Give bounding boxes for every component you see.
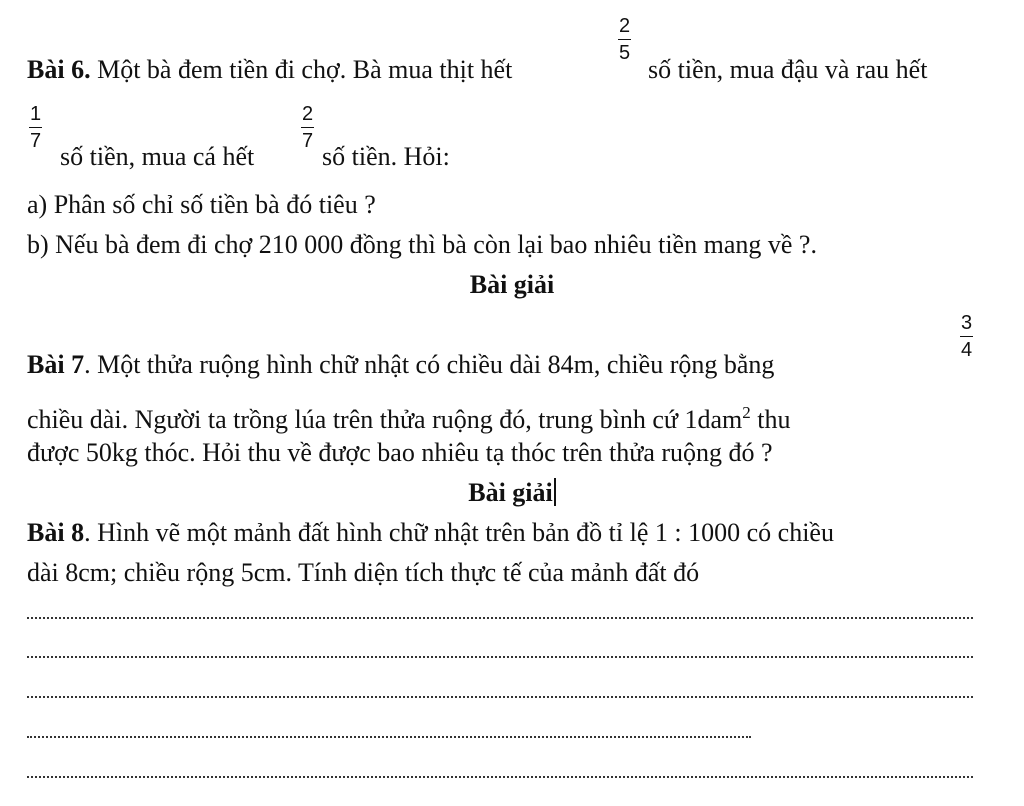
bai6-solution-heading xyxy=(0,270,1024,300)
solution-heading-text: Bài giải xyxy=(469,270,555,299)
bai6-line-1-text: Một bà đem tiền đi chợ. Bà mua thịt hết xyxy=(97,55,513,84)
bai7-line-2 xyxy=(27,398,791,435)
fraction-numerator: 2 xyxy=(618,15,631,37)
bai6-fraction-fish xyxy=(301,103,314,152)
fraction-bar xyxy=(960,336,973,337)
superscript-2: 2 xyxy=(742,403,751,422)
fraction-numerator: 2 xyxy=(301,103,314,125)
bai7-line-1-text: . Một thửa ruộng hình chữ nhật có chiều dài 84m, chiều rộng bằng xyxy=(84,350,775,379)
bai6-fraction-veg xyxy=(29,103,42,152)
bai7-solution-heading xyxy=(0,478,1024,508)
bai6-line-2a xyxy=(60,142,254,172)
bai7-line-2-text: chiều dài. Người ta trồng lúa trên thửa ruộng đó, trung bình cứ 1dam xyxy=(27,405,743,434)
bai6-label: Bài 6. xyxy=(27,55,91,84)
bai7-line-2-end: thu xyxy=(750,405,791,434)
answer-dotted-line xyxy=(27,656,973,658)
bai6-fraction-meat xyxy=(618,15,631,64)
bai6-line-2a-text: số tiền, mua cá hết xyxy=(60,142,255,171)
fraction-denominator: 7 xyxy=(301,130,314,152)
bai6-question-a: a) Phân số chỉ số tiền bà đó tiêu ? xyxy=(27,190,376,219)
solution-heading-text: Bài giải xyxy=(468,478,553,507)
bai7-fraction-width xyxy=(960,312,973,361)
fraction-bar xyxy=(29,127,42,128)
answer-dotted-line xyxy=(27,736,751,738)
text-cursor xyxy=(554,478,556,506)
bai8-label: Bài 8 xyxy=(27,518,85,547)
answer-dotted-line xyxy=(27,776,973,778)
answer-dotted-line xyxy=(27,617,973,619)
fraction-bar xyxy=(618,39,631,40)
bai6-line-2b xyxy=(322,142,450,172)
bai6-question-b: b) Nếu bà đem đi chợ 210 000 đồng thì bà còn lại bao nhiêu tiền mang về ?. xyxy=(27,230,817,259)
fraction-denominator: 5 xyxy=(618,42,631,64)
bai6-line-1 xyxy=(27,55,512,85)
bai8-line-1-text: . Hình vẽ một mảnh đất hình chữ nhật trên bản đồ tỉ lệ 1 : 1000 có chiều xyxy=(84,518,834,547)
bai7-label: Bài 7 xyxy=(27,350,85,379)
fraction-denominator: 4 xyxy=(960,339,973,361)
fraction-numerator: 1 xyxy=(29,103,42,125)
bai6-line-2b-text: số tiền. Hỏi: xyxy=(322,142,450,171)
bai6-line-1-end-text: số tiền, mua đậu và rau hết xyxy=(648,55,928,84)
answer-dotted-line xyxy=(27,696,973,698)
bai6-line-1-end xyxy=(648,55,927,85)
bai8-line-2: dài 8cm; chiều rộng 5cm. Tính diện tích thực tế của mảnh đất đó xyxy=(27,558,700,587)
bai7-line-1 xyxy=(27,350,774,380)
bai7-line-3: được 50kg thóc. Hỏi thu về được bao nhiêu tạ thóc trên thửa ruộng đó ? xyxy=(27,438,773,467)
fraction-numerator: 3 xyxy=(960,312,973,334)
bai8-line-1 xyxy=(27,518,834,548)
fraction-denominator: 7 xyxy=(29,130,42,152)
fraction-bar xyxy=(301,127,314,128)
